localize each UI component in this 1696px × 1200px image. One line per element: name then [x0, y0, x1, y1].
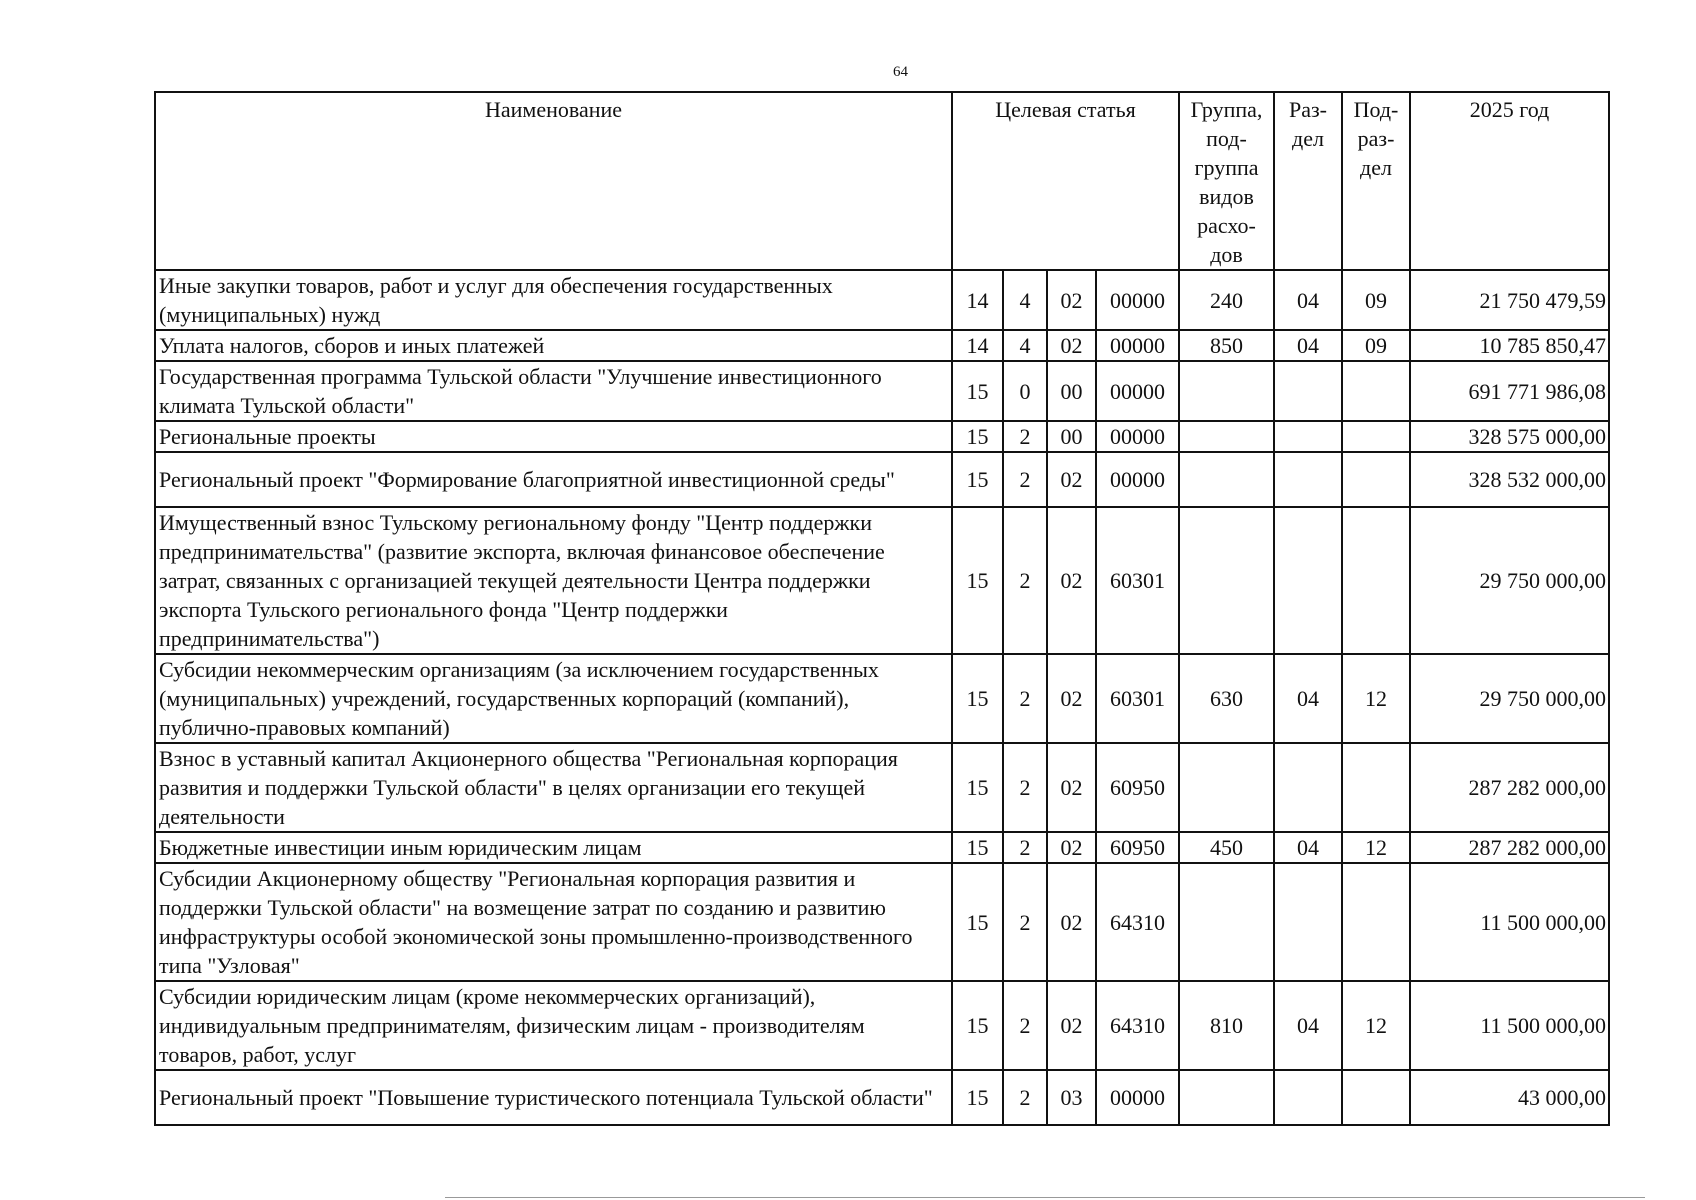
row-article-type: 2	[1003, 654, 1047, 743]
row-section	[1274, 452, 1342, 507]
row-amount-2025: 21 750 479,59	[1410, 270, 1609, 330]
row-amount-2025: 10 785 850,47	[1410, 330, 1609, 361]
table-header-row	[155, 92, 1609, 270]
row-subsection: 09	[1342, 270, 1410, 330]
row-section: 04	[1274, 832, 1342, 863]
row-name: Иные закупки товаров, работ и услуг для обеспечения государственных (муниципальных) нужд	[155, 270, 952, 330]
row-subsection	[1342, 507, 1410, 654]
row-subsection	[1342, 743, 1410, 832]
row-article-type: 2	[1003, 863, 1047, 981]
row-article-subprogram: 02	[1047, 330, 1096, 361]
row-amount-2025: 691 771 986,08	[1410, 361, 1609, 421]
row-name: Субсидии Акционерному обществу "Региональная корпорация развития и поддержки Тульской области" на возмещение затрат по созданию и развитию инфраструктуры особой экономической зоны промышленно-производственного типа "Узловая"	[155, 863, 952, 981]
header-subsection: Под- раз- дел	[1342, 92, 1410, 270]
row-name: Региональные проекты	[155, 421, 952, 452]
row-section: 04	[1274, 330, 1342, 361]
row-article-direction: 00000	[1096, 1070, 1179, 1125]
row-article-type: 2	[1003, 1070, 1047, 1125]
row-expense-group: 850	[1179, 330, 1274, 361]
row-article-direction: 64310	[1096, 863, 1179, 981]
table-row	[155, 270, 1609, 330]
row-article-type: 2	[1003, 832, 1047, 863]
row-article-type: 2	[1003, 507, 1047, 654]
header-name: Наименование	[155, 92, 952, 270]
row-subsection: 09	[1342, 330, 1410, 361]
row-expense-group: 630	[1179, 654, 1274, 743]
row-section: 04	[1274, 981, 1342, 1070]
row-article-subprogram: 02	[1047, 832, 1096, 863]
row-name: Субсидии юридическим лицам (кроме некоммерческих организаций), индивидуальным предпринимателям, физическим лицам - производителям товаров, работ, услуг	[155, 981, 952, 1070]
row-article-type: 4	[1003, 270, 1047, 330]
row-article-subprogram: 02	[1047, 863, 1096, 981]
row-subsection	[1342, 1070, 1410, 1125]
page-number: 64	[893, 64, 908, 80]
row-article-direction: 64310	[1096, 981, 1179, 1070]
row-article-direction: 00000	[1096, 361, 1179, 421]
table-row	[155, 1070, 1609, 1125]
row-article-program: 15	[952, 1070, 1003, 1125]
bottom-divider	[445, 1197, 1645, 1198]
row-name: Субсидии некоммерческим организациям (за исключением государственных (муниципальных) учреждений, государственных корпораций (компаний), публично-правовых компаний)	[155, 654, 952, 743]
row-article-program: 15	[952, 832, 1003, 863]
table-row	[155, 361, 1609, 421]
table-row	[155, 863, 1609, 981]
row-section	[1274, 507, 1342, 654]
row-article-type: 4	[1003, 330, 1047, 361]
row-amount-2025: 287 282 000,00	[1410, 743, 1609, 832]
budget-table	[154, 91, 1610, 1126]
row-article-type: 2	[1003, 743, 1047, 832]
row-subsection: 12	[1342, 654, 1410, 743]
row-article-type: 2	[1003, 421, 1047, 452]
header-target-article: Целевая статья	[952, 92, 1179, 270]
table-row	[155, 330, 1609, 361]
row-article-subprogram: 02	[1047, 452, 1096, 507]
row-article-subprogram: 00	[1047, 421, 1096, 452]
row-expense-group	[1179, 507, 1274, 654]
row-subsection	[1342, 452, 1410, 507]
row-article-subprogram: 00	[1047, 361, 1096, 421]
row-section	[1274, 743, 1342, 832]
row-article-direction: 60950	[1096, 832, 1179, 863]
table-row	[155, 421, 1609, 452]
table-row	[155, 507, 1609, 654]
row-article-direction: 00000	[1096, 421, 1179, 452]
row-article-subprogram: 02	[1047, 654, 1096, 743]
row-section: 04	[1274, 270, 1342, 330]
row-amount-2025: 11 500 000,00	[1410, 981, 1609, 1070]
row-expense-group	[1179, 421, 1274, 452]
row-article-direction: 60301	[1096, 654, 1179, 743]
header-year: 2025 год	[1410, 92, 1609, 270]
row-section	[1274, 863, 1342, 981]
row-expense-group	[1179, 743, 1274, 832]
row-article-program: 15	[952, 507, 1003, 654]
row-article-program: 15	[952, 863, 1003, 981]
row-expense-group: 450	[1179, 832, 1274, 863]
row-amount-2025: 328 532 000,00	[1410, 452, 1609, 507]
row-article-type: 2	[1003, 452, 1047, 507]
row-subsection	[1342, 421, 1410, 452]
row-expense-group	[1179, 1070, 1274, 1125]
row-article-subprogram: 02	[1047, 743, 1096, 832]
row-article-program: 14	[952, 270, 1003, 330]
row-article-subprogram: 02	[1047, 270, 1096, 330]
row-section: 04	[1274, 654, 1342, 743]
row-amount-2025: 11 500 000,00	[1410, 863, 1609, 981]
row-section	[1274, 421, 1342, 452]
row-subsection	[1342, 361, 1410, 421]
table-row	[155, 832, 1609, 863]
row-expense-group: 240	[1179, 270, 1274, 330]
row-amount-2025: 29 750 000,00	[1410, 654, 1609, 743]
header-group: Группа, под- группа видов расхо- дов	[1179, 92, 1274, 270]
row-article-program: 15	[952, 743, 1003, 832]
row-article-subprogram: 03	[1047, 1070, 1096, 1125]
row-article-direction: 00000	[1096, 270, 1179, 330]
row-article-type: 0	[1003, 361, 1047, 421]
row-subsection	[1342, 863, 1410, 981]
table-row	[155, 981, 1609, 1070]
row-article-subprogram: 02	[1047, 507, 1096, 654]
row-article-program: 15	[952, 421, 1003, 452]
table-row	[155, 452, 1609, 507]
row-article-program: 15	[952, 654, 1003, 743]
row-article-program: 15	[952, 981, 1003, 1070]
row-expense-group	[1179, 452, 1274, 507]
row-name: Взнос в уставный капитал Акционерного общества "Региональная корпорация развития и поддержки Тульской области" в целях организации его текущей деятельности	[155, 743, 952, 832]
row-subsection: 12	[1342, 832, 1410, 863]
header-section: Раз- дел	[1274, 92, 1342, 270]
table-row	[155, 654, 1609, 743]
row-name: Региональный проект "Формирование благоприятной инвестиционной среды"	[155, 452, 952, 507]
row-name: Региональный проект "Повышение туристического потенциала Тульской области"	[155, 1070, 952, 1125]
row-expense-group: 810	[1179, 981, 1274, 1070]
row-article-program: 15	[952, 452, 1003, 507]
row-article-direction: 60301	[1096, 507, 1179, 654]
row-article-direction: 00000	[1096, 330, 1179, 361]
row-article-program: 14	[952, 330, 1003, 361]
row-article-subprogram: 02	[1047, 981, 1096, 1070]
row-section	[1274, 1070, 1342, 1125]
row-article-type: 2	[1003, 981, 1047, 1070]
row-name: Государственная программа Тульской области "Улучшение инвестиционного климата Тульской области"	[155, 361, 952, 421]
row-name: Бюджетные инвестиции иным юридическим лицам	[155, 832, 952, 863]
table-row	[155, 743, 1609, 832]
row-name: Уплата налогов, сборов и иных платежей	[155, 330, 952, 361]
row-subsection: 12	[1342, 981, 1410, 1070]
row-article-direction: 60950	[1096, 743, 1179, 832]
row-amount-2025: 43 000,00	[1410, 1070, 1609, 1125]
row-amount-2025: 287 282 000,00	[1410, 832, 1609, 863]
row-article-direction: 00000	[1096, 452, 1179, 507]
row-amount-2025: 328 575 000,00	[1410, 421, 1609, 452]
row-name: Имущественный взнос Тульскому региональному фонду "Центр поддержки предпринимательства" (развитие экспорта, включая финансовое обеспечение затрат, связанных с организацией текущей деятельности Центра поддержки экспорта Тульского регионального фонда "Центр поддержки предпринимательства")	[155, 507, 952, 654]
row-expense-group	[1179, 361, 1274, 421]
table-body	[155, 270, 1609, 1125]
row-section	[1274, 361, 1342, 421]
row-article-program: 15	[952, 361, 1003, 421]
row-expense-group	[1179, 863, 1274, 981]
row-amount-2025: 29 750 000,00	[1410, 507, 1609, 654]
